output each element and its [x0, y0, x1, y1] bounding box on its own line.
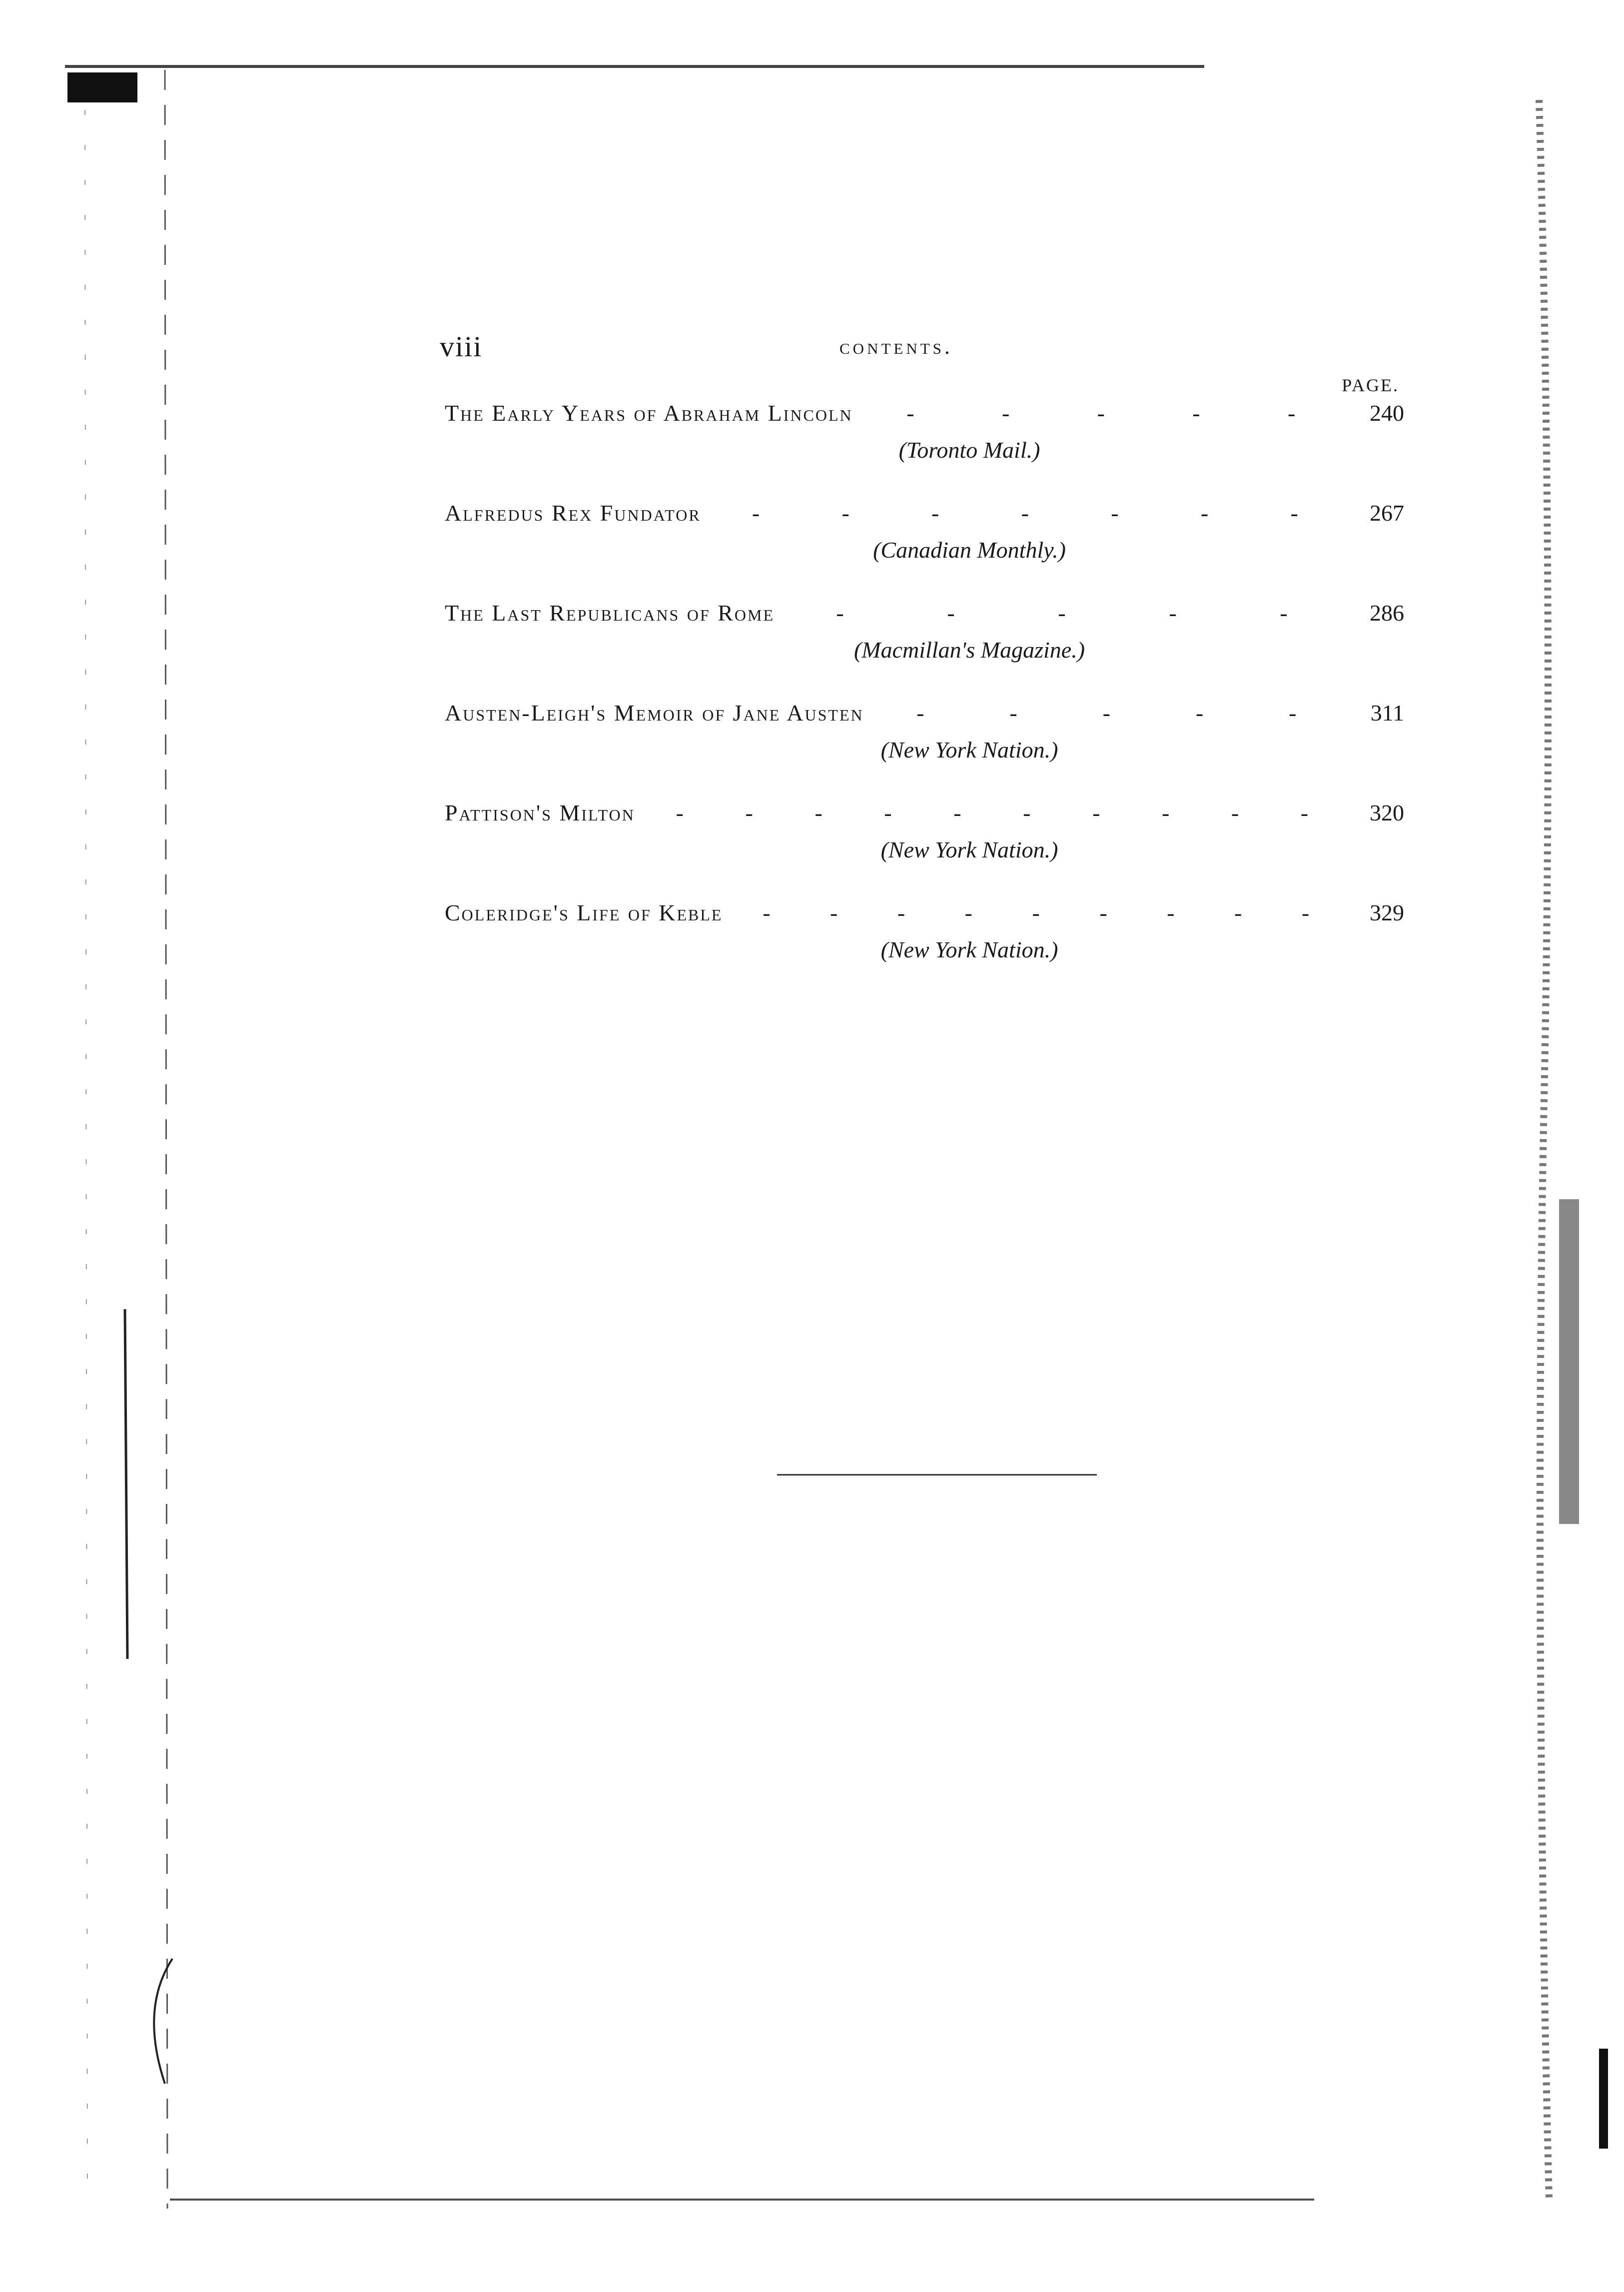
table-of-contents — [445, 400, 1404, 999]
toc-entry-source: (Toronto Mail.) — [898, 437, 1040, 463]
toc-entry-page: 240 — [1370, 400, 1404, 426]
page-folio: viii — [440, 330, 483, 363]
toc-entry-source: (Macmillan's Magazine.) — [853, 637, 1085, 663]
toc-entry-title: The Early Years of Abraham Lincoln — [445, 400, 853, 426]
dot-leaders: - - - - - - - — [752, 500, 1298, 526]
running-head — [440, 330, 1419, 365]
dot-leaders: - - - - - — [836, 600, 1288, 626]
toc-entry-title: Pattison's Milton — [445, 800, 635, 825]
toc-entry-title: Austen-Leigh's Memoir of Jane Austen — [445, 700, 864, 726]
toc-entry-page: 320 — [1370, 800, 1404, 825]
dot-leaders: - - - - - — [906, 400, 1296, 426]
toc-entry-page: 286 — [1370, 600, 1404, 626]
toc-entry-title: The Last Republicans of Rome — [445, 600, 775, 626]
toc-entry-source: (New York Nation.) — [880, 937, 1058, 962]
running-head-title: contents. — [839, 334, 953, 359]
page-column-label: PAGE. — [1342, 375, 1399, 395]
toc-entry-title: Alfredus Rex Fundator — [445, 500, 701, 526]
toc-entry — [445, 899, 1404, 999]
toc-entry — [445, 600, 1404, 700]
toc-entry — [445, 400, 1404, 500]
toc-entry-source: (New York Nation.) — [880, 737, 1058, 763]
dot-leaders: - - - - - — [916, 700, 1297, 726]
dot-leaders: - - - - - - - - - - — [676, 800, 1309, 825]
end-rule — [777, 1474, 1097, 1476]
toc-entry — [445, 700, 1404, 799]
toc-entry-page: 329 — [1370, 900, 1404, 925]
toc-entry — [445, 500, 1404, 600]
toc-entry — [445, 799, 1404, 899]
toc-entry-source: (Canadian Monthly.) — [873, 537, 1066, 563]
toc-entry-source: (New York Nation.) — [880, 837, 1058, 862]
dot-leaders: - - - - - - - - - — [763, 900, 1310, 925]
toc-entry-page: 267 — [1370, 500, 1404, 526]
toc-entry-title: Coleridge's Life of Keble — [445, 900, 723, 925]
toc-entry-page: 311 — [1370, 700, 1404, 726]
